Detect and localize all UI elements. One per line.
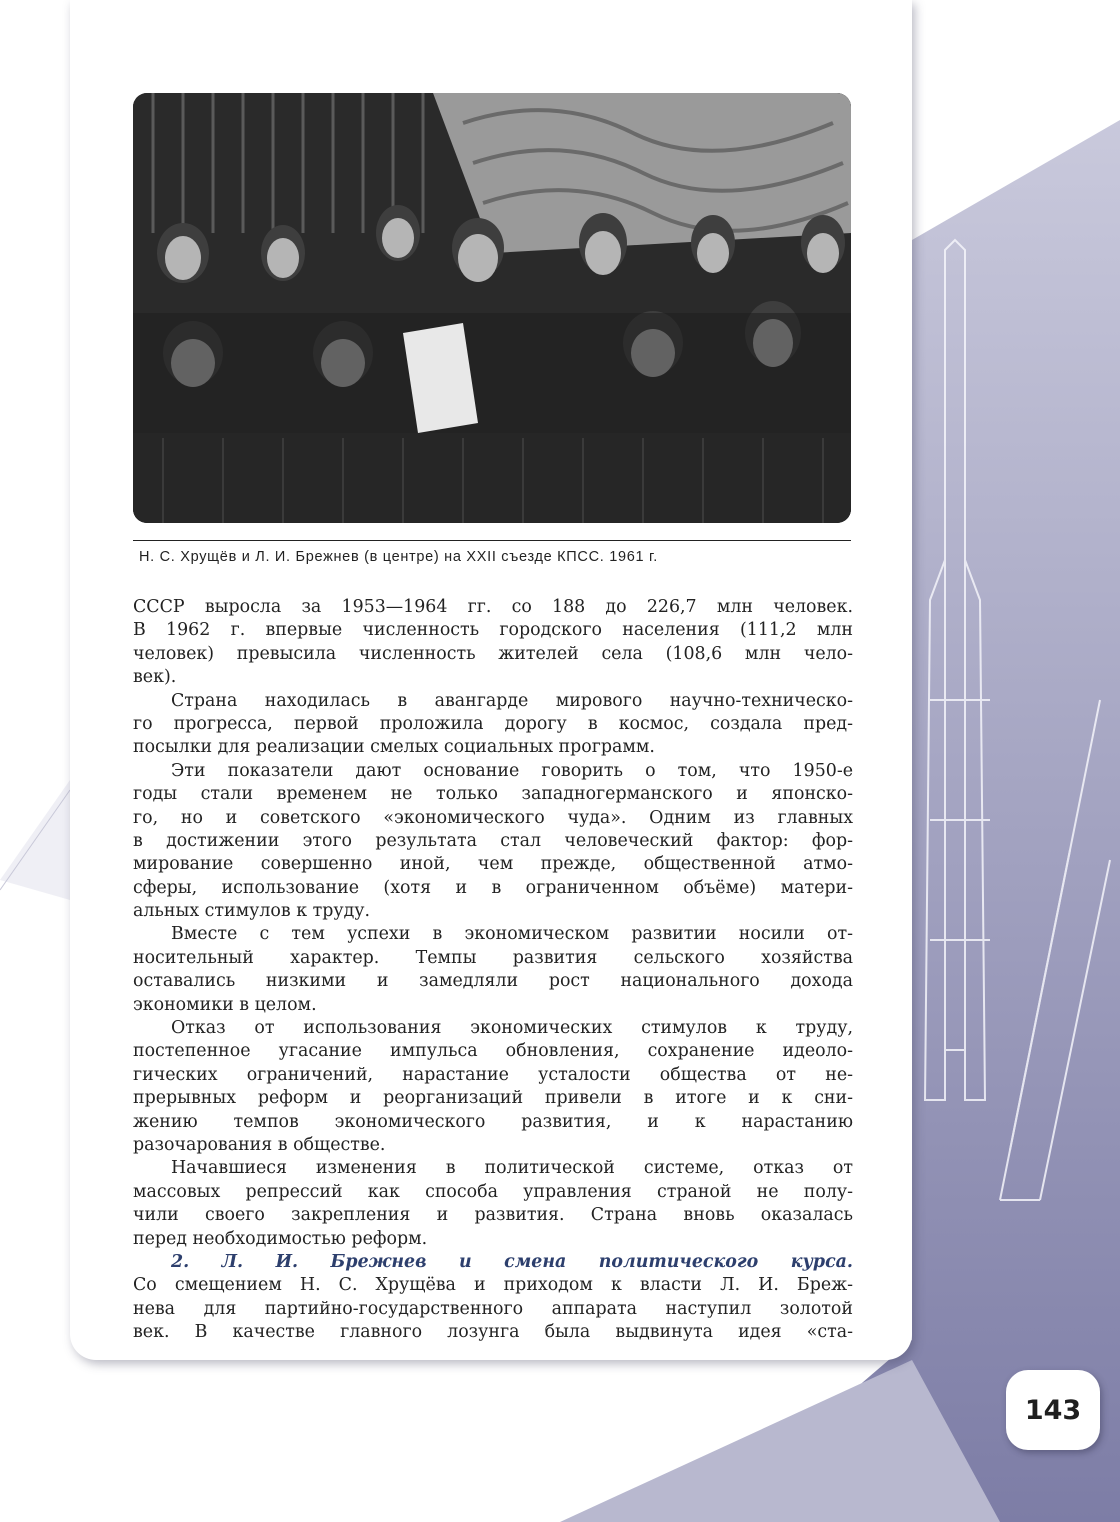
photo-caption: Н. С. Хрущёв и Л. И. Брежнев (в центре) на XXII съезде КПСС. 1961 г. <box>139 549 658 565</box>
text-line: носительный характер. Темпы развития сельского хозяйства <box>133 947 853 968</box>
text-line: го прогресса, первой проложила дорогу в космос, создала пред- <box>133 713 853 734</box>
text-line: разочарования в обществе. <box>133 1134 386 1155</box>
body-text <box>133 596 853 1345</box>
text-line: Страна находилась в авангарде мирового научно-техническо- <box>171 690 853 711</box>
text-line: мирование совершенно иной, чем прежде, общественной атмо- <box>133 854 853 875</box>
text-line: перед необходимостью реформ. <box>133 1228 428 1249</box>
text-line: Вместе с тем успехи в экономическом развитии носили от- <box>171 924 853 945</box>
text-line: жению темпов экономического развития, и к нарастанию <box>133 1111 853 1132</box>
section-heading-line: 2. Л. И. Брежнев и смена политического курса. <box>171 1251 853 1272</box>
caption-divider <box>133 540 851 541</box>
text-line: чили своего закрепления и развития. Страна вновь оказалась <box>133 1205 853 1226</box>
text-line: оставались низкими и замедляли рост национального дохода <box>133 971 853 992</box>
text-line: прерывных реформ и реорганизаций привели в итоге и к сни- <box>133 1088 853 1109</box>
text-line: век. В качестве главного лозунга была выдвинута идея «ста- <box>133 1322 853 1343</box>
text-line: Начавшиеся изменения в политической системе, отказ от <box>171 1158 853 1179</box>
text-line: Со смещением Н. С. Хрущёва и приходом к власти Л. И. Бреж- <box>133 1275 853 1296</box>
text-line: годы стали временем не только западногерманского и японско- <box>133 784 853 805</box>
text-line: Отказ от использования экономических стимулов к труду, <box>171 1018 853 1039</box>
text-line: В 1962 г. впервые численность городского населения (111,2 млн <box>133 620 853 641</box>
text-line: экономики в целом. <box>133 994 317 1015</box>
page-number: 143 <box>1024 1394 1082 1426</box>
text-line: посылки для реализации смелых социальных программ. <box>133 737 655 758</box>
text-line: век). <box>133 667 177 688</box>
text-line: нева для партийно-государственного аппарата наступил золотой <box>133 1298 853 1319</box>
text-line: постепенное угасание импульса обновления, сохранение идеоло- <box>133 1041 853 1062</box>
text-line: альных стимулов к труду. <box>133 901 371 922</box>
historical-photo <box>133 93 851 523</box>
text-line: массовых репрессий как способа управления страной не полу- <box>133 1181 853 1202</box>
text-line: сферы, использование (хотя и в ограниченном объёме) матери- <box>133 877 853 898</box>
text-line: го, но и советского «экономического чуда». Одним из главных <box>133 807 853 828</box>
text-line: человек) превысила численность жителей села (108,6 млн чело- <box>133 643 853 664</box>
text-line: Эти показатели дают основание говорить о том, что 1950-е <box>171 760 853 781</box>
text-line: гических ограничений, нарастание усталости общества от не- <box>133 1064 853 1085</box>
text-line: в достижении этого результата стал человеческий фактор: фор- <box>133 830 853 851</box>
page-number-tab <box>1006 1370 1100 1450</box>
text-line: СССР выросла за 1953—1964 гг. со 188 до 226,7 млн человек. <box>133 597 853 617</box>
